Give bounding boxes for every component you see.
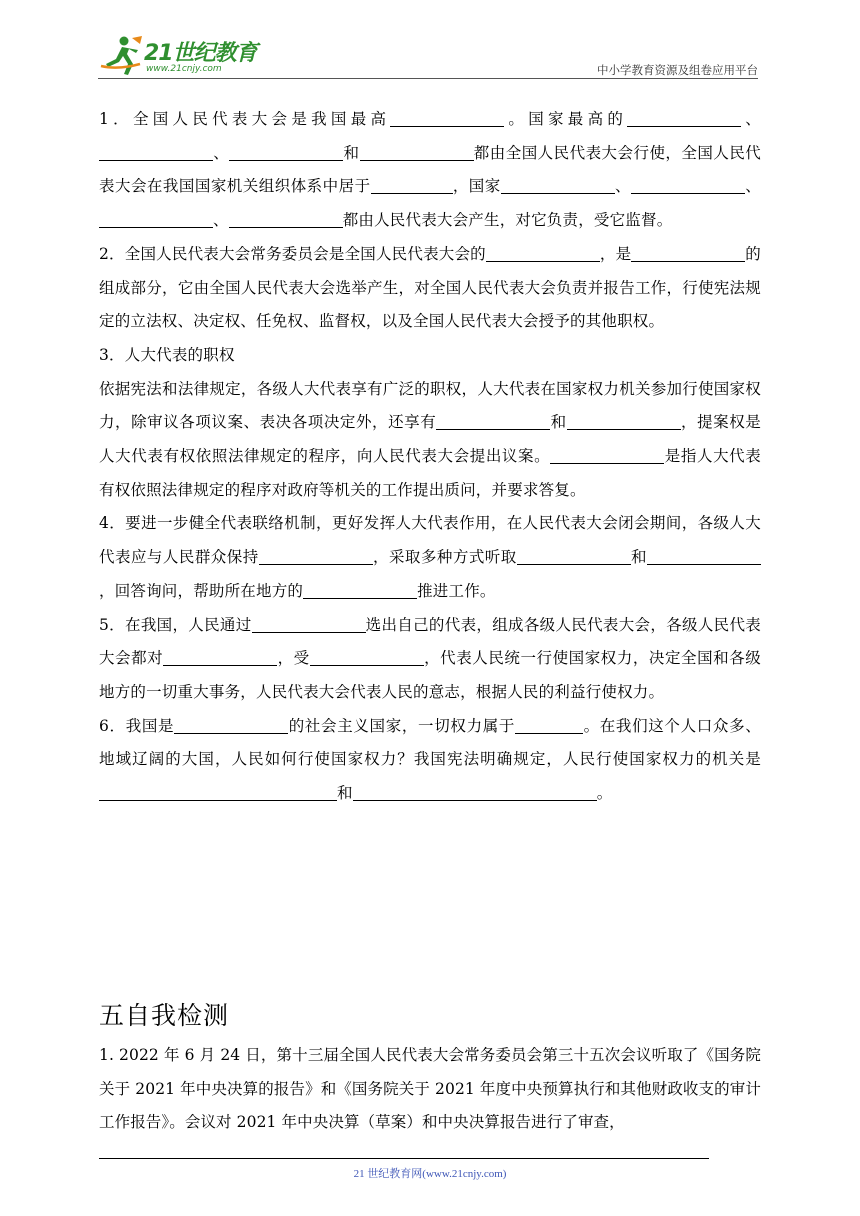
answer-blank[interactable]: [486, 243, 600, 262]
section-title: 五自我检测: [99, 1001, 230, 1030]
platform-name: 中小学教育资源及组卷应用平台: [597, 63, 758, 77]
answer-blank[interactable]: [517, 546, 631, 565]
answer-blank[interactable]: [303, 580, 417, 599]
answer-blank[interactable]: [310, 647, 424, 666]
question-4: 4．要进一步健全代表联络机制，更好发挥人大代表作用，在人民代表大会闭会期间，各级人大代表应与人民群众保持 ，采取多种方式听取 和，回答询问，帮助所在地方的 推进工作。: [99, 514, 761, 600]
answer-blank[interactable]: [360, 142, 474, 161]
answer-blank[interactable]: [567, 411, 681, 430]
answer-blank[interactable]: [631, 175, 745, 194]
answer-blank[interactable]: [174, 715, 288, 734]
answer-blank[interactable]: [550, 445, 664, 464]
answer-blank[interactable]: [515, 715, 583, 734]
answer-blank[interactable]: [647, 546, 761, 565]
answer-blank[interactable]: [163, 647, 277, 666]
answer-blank[interactable]: [371, 175, 453, 194]
page-header: [98, 34, 758, 80]
answer-blank[interactable]: [252, 614, 366, 633]
answer-blank[interactable]: [631, 243, 745, 262]
question-5: 5．在我国，人民通过 选出自己的代表，组成各级人民代表大会，各级人民代表大会都对 ，受 ，代表人民统一行使国家权力，决定全国和各级地方的一切重大事务，人民代表大会代表人民的意志，根据人民的利益行使权力。: [99, 615, 761, 701]
site-logo[interactable]: [98, 34, 258, 76]
question-1: 1．全国人民代表大会是我国最高 。国家最高的 、、 和 都由全国人民代表大会行使，全国人民代表大会在我国国家机关组织体系中居于 ，国家 、 、、 都由人民代表大会产生，对它负责，受它监督。: [99, 110, 761, 230]
question-3-title: 3．人大代表的职权: [99, 345, 235, 364]
question-6: 6．我国是 的社会主义国家，一切权力属于 。在我们这个人口众多、地域辽阔的大国，人民如何行使国家权力？我国宪法明确规定，人民行使国家权力的机关是和 。: [99, 716, 761, 803]
answer-blank[interactable]: [229, 142, 343, 161]
answer-blank[interactable]: [99, 142, 213, 161]
logo-url: www.21cnjy.com: [146, 64, 222, 74]
fill-in-questions: [99, 103, 761, 811]
self-test-question-1: 1. 2022 年 6 月 24 日，第十三届全国人民代表大会常务委员会第三十五次会议听取了《国务院关于 2021 年中央决算的报告》和《国务院关于 2021 年度中央预算执行和其他财政收支的审计工作报告》。会议对 2021 年中央决算（草案）和中央决算报告进行了审查，: [99, 1046, 761, 1132]
footer-divider: [99, 1158, 709, 1159]
header-divider: [98, 78, 758, 79]
runner-icon: [98, 34, 144, 76]
answer-blank[interactable]: [99, 209, 213, 228]
answer-blank[interactable]: [436, 411, 550, 430]
answer-blank[interactable]: [229, 209, 343, 228]
answer-blank[interactable]: [259, 546, 373, 565]
footer-text[interactable]: 21 世纪教育网(www.21cnjy.com): [353, 1168, 507, 1180]
question-3: 依据宪法和法律规定，各级人大代表享有广泛的职权，人大代表在国家权力机关参加行使国家权力，除审议各项议案、表决各项决定外，还享有 和 ，提案权是人大代表有权依照法律规定的程序，向人民代表大会提出议案。 是指人大代表有权依照法律规定的程序对政府等机关的工作提出质问，并要求答复。: [99, 379, 762, 499]
question-2: 2．全国人民代表大会常务委员会是全国人民代表大会的 ，是 的组成部分，它由全国人民代表大会选举产生，对全国人民代表大会负责并报告工作，行使宪法规定的立法权、决定权、任免权、监督权，以及全国人民代表大会授予的其他职权。: [99, 244, 761, 331]
answer-blank[interactable]: [353, 782, 597, 801]
answer-blank[interactable]: [501, 175, 615, 194]
answer-blank[interactable]: [390, 108, 504, 127]
logo-text: 21世纪教育: [144, 41, 257, 66]
answer-blank[interactable]: [627, 108, 741, 127]
self-test-section: [99, 1039, 761, 1140]
answer-blank[interactable]: [99, 782, 337, 801]
